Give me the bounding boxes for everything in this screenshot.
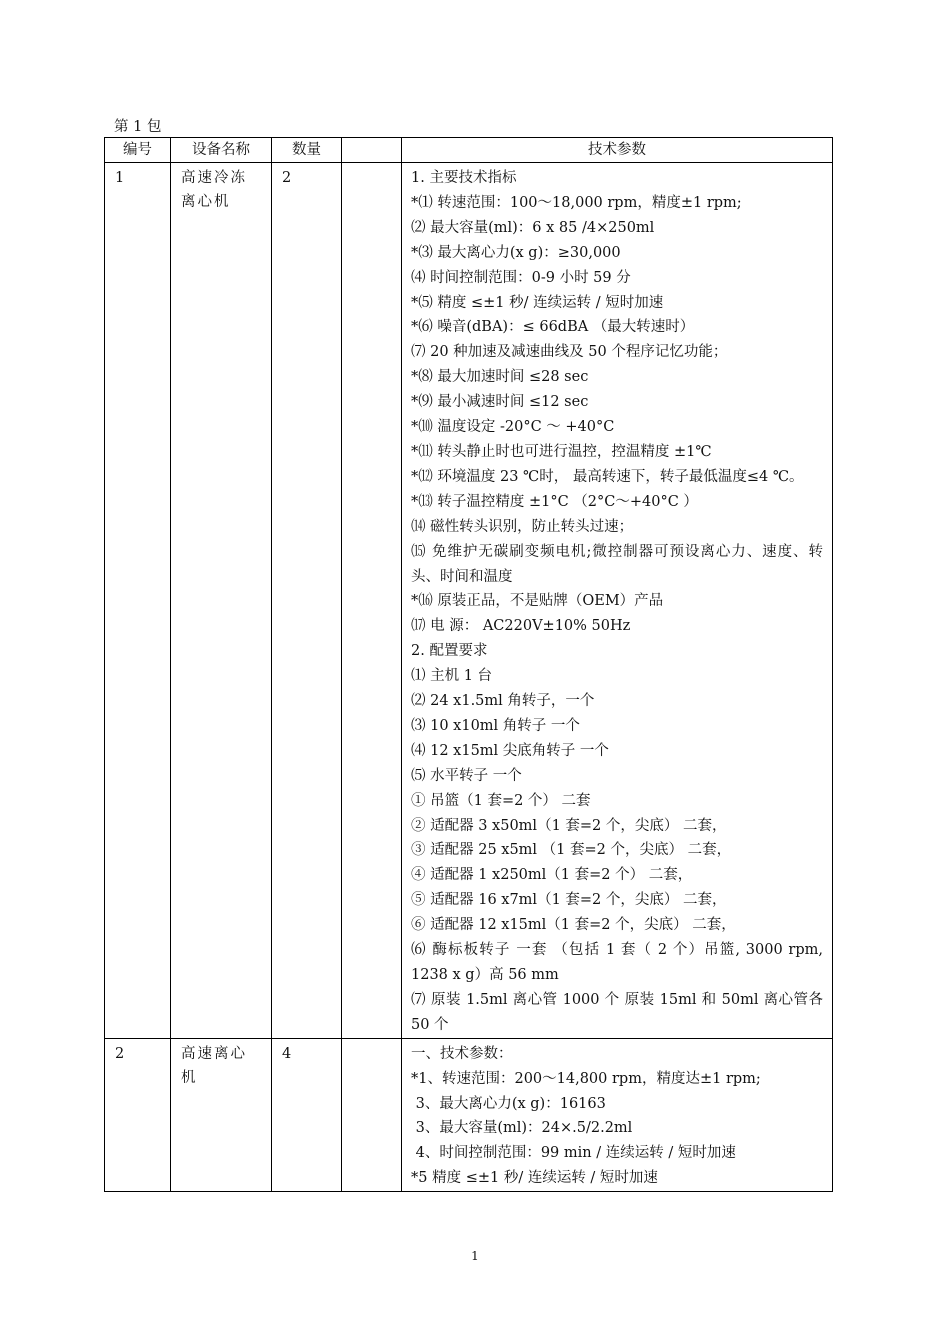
row-tech-params: [402, 163, 833, 1039]
param-line: ⑵ 24 x1.5ml 角转子，一个: [411, 693, 595, 710]
param-line: ⑺ 原装 1.5ml 离心管 1000 个 原装 15ml 和 50ml 离心管各 50 个: [411, 991, 823, 1033]
row-blank: [342, 1038, 402, 1191]
param-line: ⑷ 12 x15ml 尖底角转子 一个: [411, 742, 609, 759]
param-line: ② 适配器 3 x50ml（1 套=2 个，尖底） 二套，: [411, 817, 727, 834]
param-line: *1、转速范围：200～14,800 rpm，精度达±1 rpm;: [411, 1070, 761, 1087]
header-device-name: 设备名称: [171, 138, 272, 163]
row-device-name: 高速离心机: [171, 1038, 272, 1191]
page-number: 1: [471, 1249, 479, 1263]
row-quantity: 2: [272, 163, 342, 1039]
param-line: ⑷ 时间控制范围：0-9 小时 59 分: [411, 269, 631, 286]
param-line: 4、时间控制范围：99 min / 连续运转 / 短时加速: [411, 1145, 736, 1162]
package-label: 第 1 包: [114, 119, 162, 135]
param-line: *⑻ 最大加速时间 ≤28 sec: [411, 369, 589, 386]
param-line: *5 精度 ≤±1 秒/ 连续运转 / 短时加速: [411, 1170, 658, 1187]
param-line: ⑤ 适配器 16 x7ml（1 套=2 个，尖底） 二套，: [411, 892, 727, 909]
param-line: 一、技术参数：: [411, 1045, 513, 1062]
header-tech-params: 技术参数: [402, 138, 833, 163]
param-line: 2. 配置要求: [411, 643, 488, 660]
row-tech-params: [402, 1038, 833, 1191]
param-line: 1. 主要技术指标: [411, 170, 517, 186]
param-line: ⑸ 水平转子 一个: [411, 767, 522, 784]
param-line: 3、最大离心力(x g)：16163: [411, 1095, 606, 1112]
param-line: *⑽ 温度设定 -20°C ～ +40°C: [411, 419, 615, 436]
param-line: ⑵ 最大容量(ml)：6 x 85 /4×250ml: [411, 219, 655, 236]
row-no: 1: [105, 163, 171, 1039]
param-line: *⑿ 环境温度 23 ℃时， 最高转速下，转子最低温度≤4 ℃。: [411, 468, 804, 485]
param-line: 3、最大容量(ml)：24×.5/2.2ml: [411, 1120, 633, 1137]
header-quantity: 数量: [272, 138, 342, 163]
param-line: *⑾ 转头静止时也可进行温控，控温精度 ±1℃: [411, 443, 712, 460]
param-line: *⑼ 最小减速时间 ≤12 sec: [411, 394, 589, 411]
param-line: ⑹ 酶标板转子 一套 （包括 1 套（ 2 个）吊篮, 3000 rpm, 1238 x g）高 56 mm: [411, 942, 823, 983]
table-header-row: [105, 138, 833, 163]
header-no: 编号: [105, 138, 171, 163]
param-line: ① 吊篮（1 套=2 个） 二套: [411, 792, 591, 809]
param-line: ⒂ 免维护无碳刷变频电机;微控制器可预设离心力、速度、转头、时间和温度: [411, 543, 823, 585]
row-blank: [342, 163, 402, 1039]
param-line: *⑶ 最大离心力(x g)：≥30,000: [411, 244, 621, 261]
param-line: *⒀ 转子温控精度 ±1°C （2°C～+40°C ）: [411, 493, 698, 510]
param-line: ⑴ 主机 1 台: [411, 668, 493, 685]
table-row: [105, 1038, 833, 1191]
table-row: [105, 163, 833, 1039]
param-line: ⑶ 10 x10ml 角转子 一个: [411, 717, 580, 734]
row-device-name: 高速冷冻离心机: [171, 163, 272, 1039]
header-blank: [342, 138, 402, 163]
row-quantity: 4: [272, 1038, 342, 1191]
param-line: *⑴ 转速范围：100～18,000 rpm，精度±1 rpm;: [411, 194, 742, 211]
param-line: ⑥ 适配器 12 x15ml（1 套=2 个，尖底） 二套，: [411, 917, 736, 934]
param-line: ③ 适配器 25 x5ml （1 套=2 个，尖底） 二套，: [411, 842, 732, 859]
param-line: *⑸ 精度 ≤±1 秒/ 连续运转 / 短时加速: [411, 294, 664, 311]
param-line: ⒄ 电 源： AC220V±10% 50Hz: [411, 618, 631, 635]
equipment-spec-table: [104, 137, 833, 1192]
row-no: 2: [105, 1038, 171, 1191]
param-line: ⑺ 20 种加速及减速曲线及 50 个程序记忆功能；: [411, 344, 728, 361]
param-line: *⒃ 原装正品，不是贴牌（OEM）产品: [411, 593, 664, 610]
param-line: *⑹ 噪音(dBA)：≤ 66dBA （最大转速时）: [411, 319, 695, 336]
param-line: ⒁ 磁性转头识别，防止转头过速；: [411, 518, 634, 535]
param-line: ④ 适配器 1 x250ml（1 套=2 个） 二套，: [411, 867, 693, 884]
